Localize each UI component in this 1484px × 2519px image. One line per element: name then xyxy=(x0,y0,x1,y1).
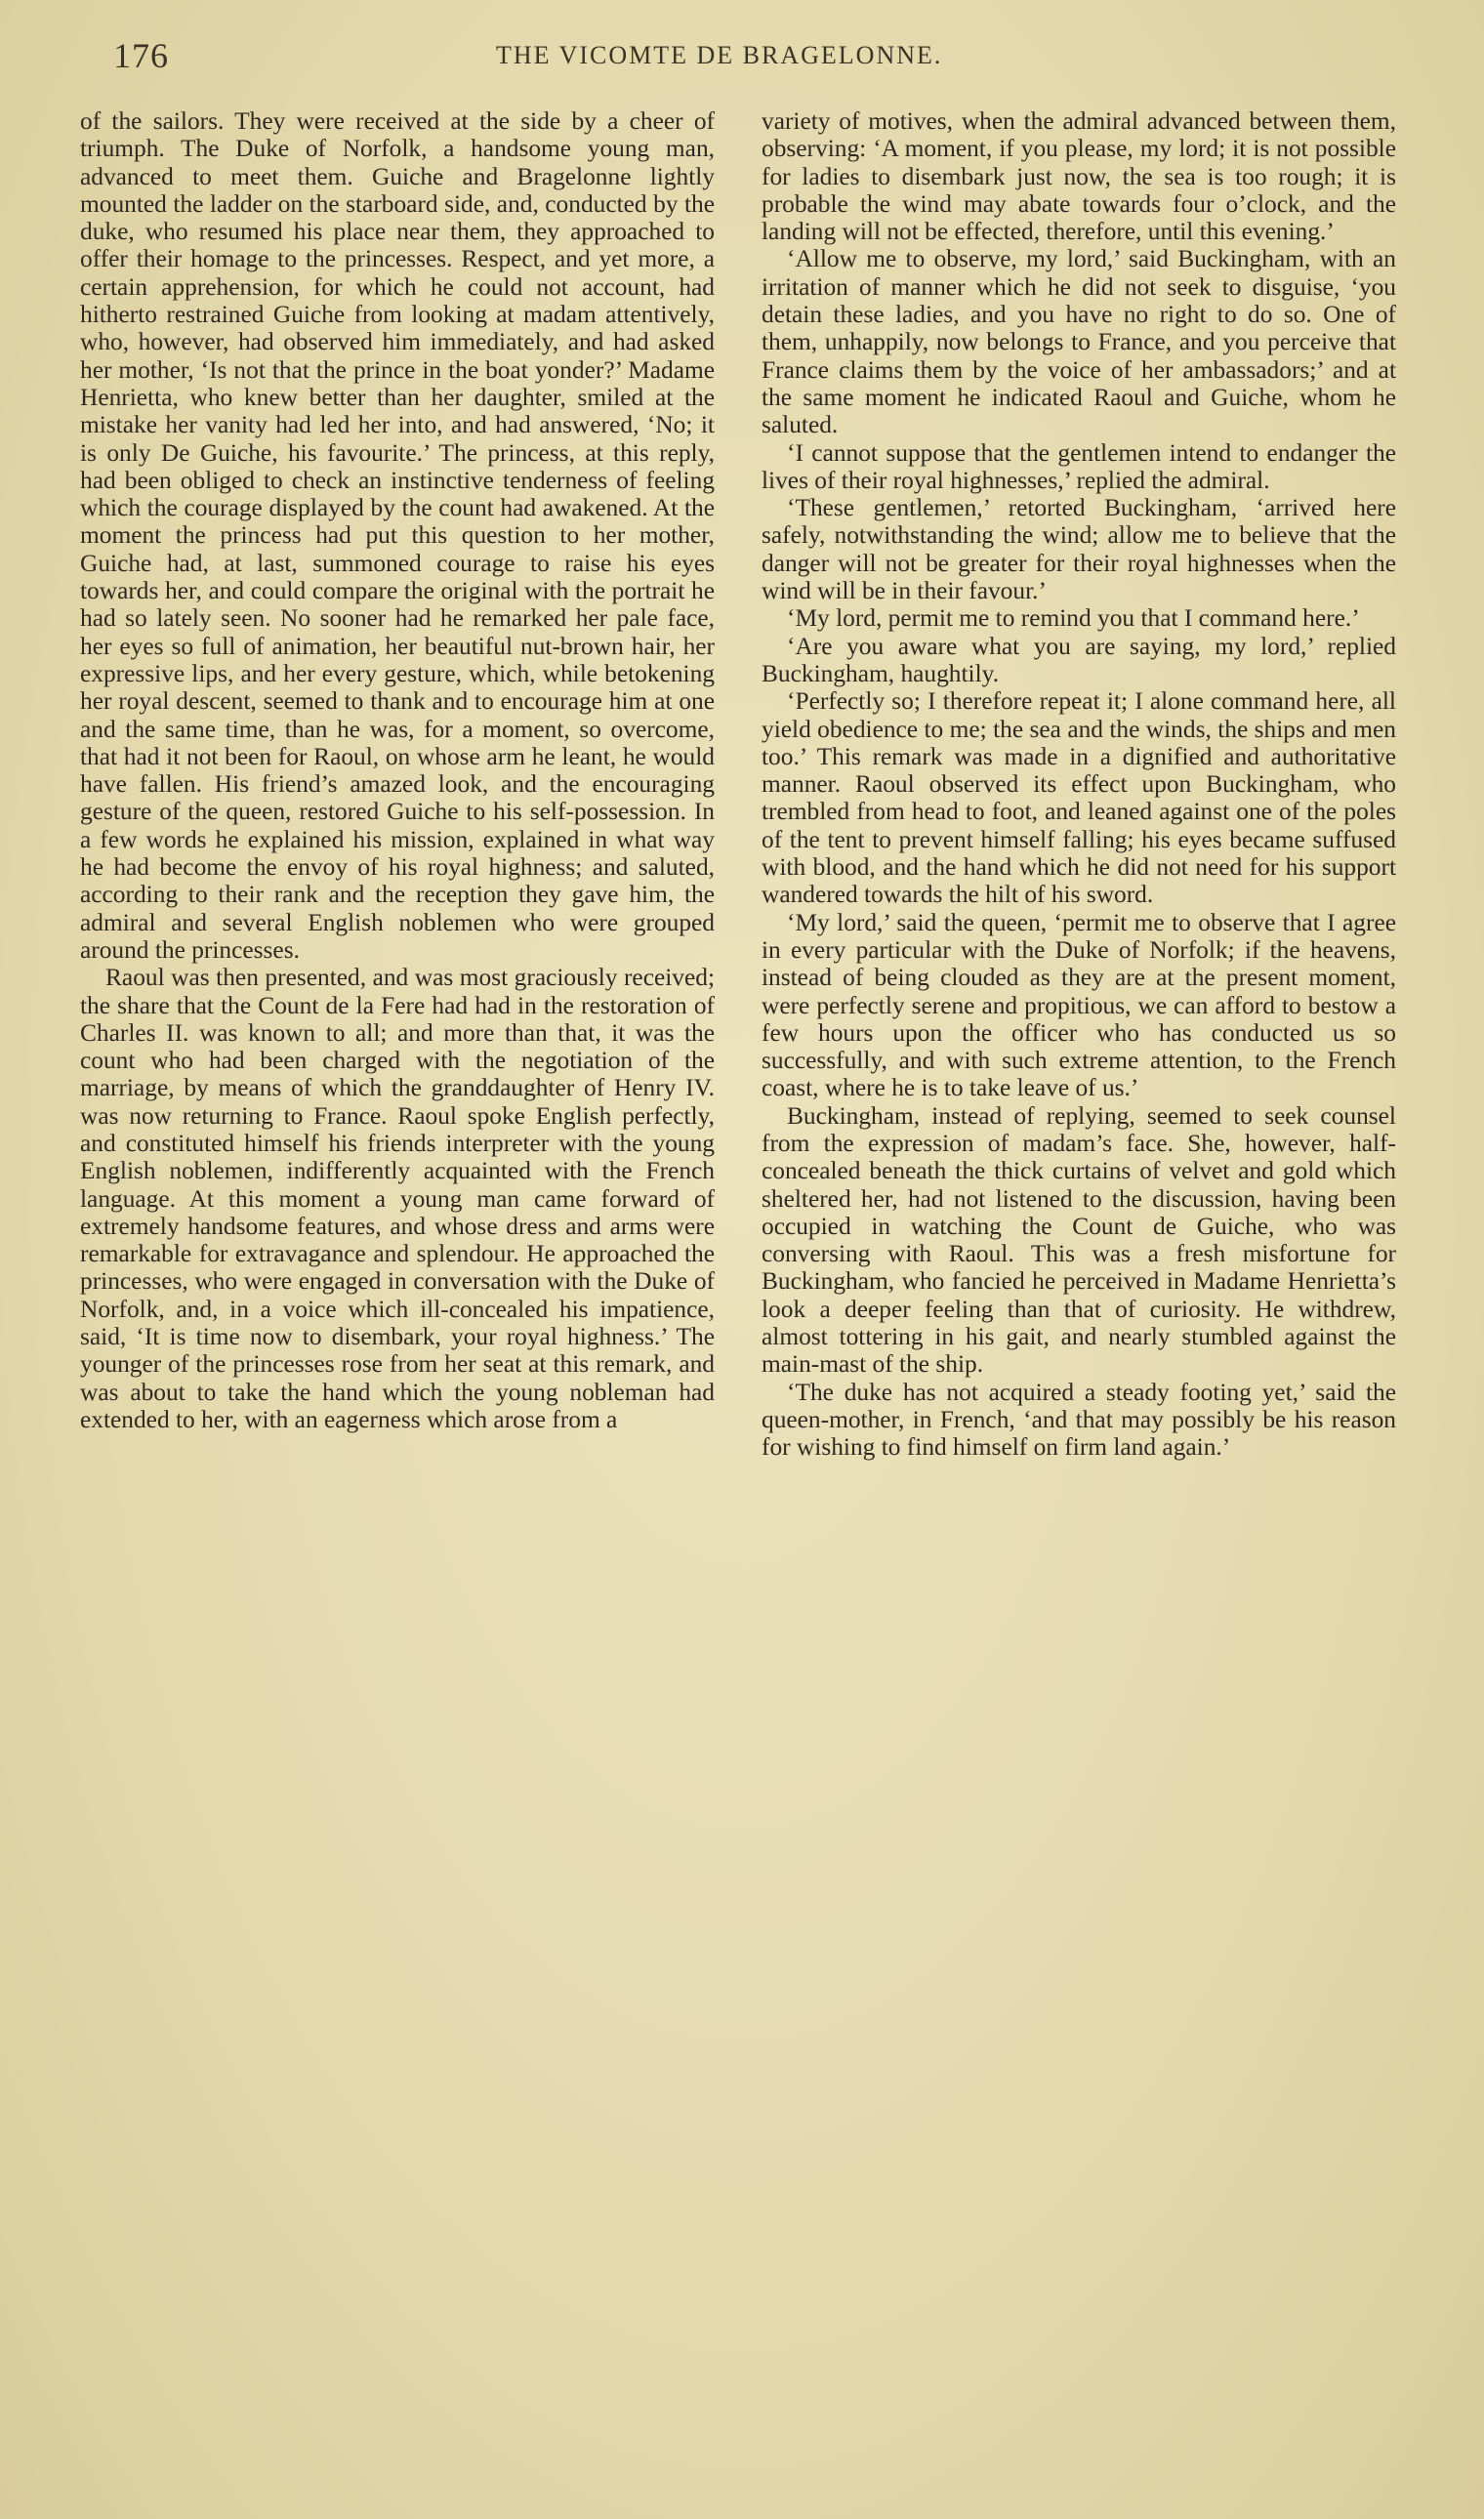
paragraph: ‘My lord, permit me to remind you that I command here.’ xyxy=(787,604,1360,633)
left-column xyxy=(80,107,715,1433)
paragraph: ‘Allow me to observe, my lord,’ said Buckingham, with an irritation of manner which he did not seek to disguise, ‘you detain these ladies, and you have no right to do so. One of them, unhappily, now belongs to France, and you perceive that France claims them by the voice of her ambassadors;’ and at the same moment he indicated Raoul and Guiche, whom he saluted. xyxy=(762,245,1396,439)
paragraph: ‘My lord,’ said the queen, ‘permit me to observe that I agree in every particular with the Duke of Norfolk; if the heavens, instead of being clouded as they are at the present moment, were perfectly serene and propitious, we can afford to bestow a few hours upon the officer who has conducted us so successfully, and with such extreme attention, to the French coast, where he is to take leave of us.’ xyxy=(762,908,1396,1102)
paragraph: ‘The duke has not acquired a steady footing yet,’ said the queen-mother, in French, ‘and that may possibly be his reason for wishing to find himself on firm land again.’ xyxy=(762,1378,1396,1462)
paragraph: ‘Are you aware what you are saying, my lord,’ replied Buckingham, haughtily. xyxy=(762,632,1396,687)
paragraph: variety of motives, when the admiral advanced between them, observing: ‘A moment, if you please, my lord; it is not possible for ladies to disembark just now, the sea is too rough; it is probable the wind may abate towards four o’clock, and the landing will not be effected, therefore, until this evening.’ xyxy=(762,107,1396,246)
right-column xyxy=(762,107,1396,1462)
paragraph: Buckingham, instead of replying, seemed to seek counsel from the expression of madam’s face. She, however, half-concealed beneath the thick curtains of velvet and gold which sheltered her, had not listened to the discussion, having been occupied in watching the Count de Guiche, who was conversing with Raoul. This was a fresh misfortune for Buckingham, who fancied he perceived in Madame Henrietta’s look a deeper feeling than that of curiosity. He withdrew, almost tottering in his gait, and nearly stumbled against the main-mast of the ship. xyxy=(762,1101,1396,1379)
paragraph: ‘Perfectly so; I therefore repeat it; I alone command here, all yield obedience to me; the sea and the winds, the ships and men too.’ This remark was made in a dignified and authoritative manner. Raoul observed its effect upon Buckingham, who trembled from head to foot, and leaned against one of the poles of the tent to prevent himself falling; his eyes became suffused with blood, and the hand which he did not need for his support wandered towards the hilt of his sword. xyxy=(762,687,1396,909)
running-title: THE VICOMTE DE BRAGELONNE. xyxy=(496,41,943,69)
paragraph: of the sailors. They were received at the side by a cheer of triumph. The Duke of Norfolk, a handsome young man, advanced to meet them. Guiche and Bragelonne lightly mounted the ladder on the starboard side, and, conducted by the duke, who resumed his place near them, they approached to offer their homage to the princesses. Respect, and yet more, a certain apprehension, for which he could not account, had hitherto restrained Guiche from looking at madam attentively, who, however, had observed him immediately, and had asked her mother, ‘Is not that the prince in the boat yonder?’ Madame Henrietta, who knew better than her daughter, smiled at the mistake her vanity had led her into, and had answered, ‘No; it is only De Guiche, his favourite.’ The princess, at this reply, had been obliged to check an instinctive tenderness of feeling which the courage displayed by the count had awakened. At the moment the princess had put this question to her mother, Guiche had, at last, summoned courage to raise his eyes towards her, and could compare the original with the portrait he had so lately seen. No sooner had he remarked her pale face, her eyes so full of animation, her beautiful nut-brown hair, her expressive lips, and her every gesture, which, while betokening her royal descent, seemed to thank and to encourage him at one and the same time, than he was, for a moment, so overcome, that had it not been for Raoul, on whose arm he leant, he would have fallen. His friend’s amazed look, and the encouraging gesture of the queen, restored Guiche to his self-possession. In a few words he explained his mission, explained in what way he had become the envoy of his royal highness; and saluted, according to their rank and the reception they gave him, the admiral and several English noblemen who were grouped around the princesses. xyxy=(80,107,715,964)
paragraph: Raoul was then presented, and was most graciously received; the share that the Count de la Fere had had in the restoration of Charles II. was known to all; and more than that, it was the count who had been charged with the negotiation of the marriage, by means of which the granddaughter of Henry IV. was now returning to France. Raoul spoke English perfectly, and constituted himself his friends interpreter with the young English noblemen, indifferently acquainted with the French language. At this moment a young man came forward of extremely handsome features, and whose dress and arms were remarkable for extravagance and splendour. He approached the princesses, who were engaged in conversation with the Duke of Norfolk, and, in a voice which ill-concealed his impatience, said, ‘It is time now to disembark, your royal highness.’ The younger of the princesses rose from her seat at this remark, and was about to take the hand which the young nobleman had extended to her, with an eagerness which arose from a xyxy=(80,964,715,1433)
paragraph: ‘I cannot suppose that the gentlemen intend to endanger the lives of their royal highnesses,’ replied the admiral. xyxy=(762,438,1396,494)
page-number: 176 xyxy=(113,36,169,75)
paragraph: ‘These gentlemen,’ retorted Buckingham, ‘arrived here safely, notwithstanding the wind; allow me to believe that the danger will not be greater for their royal highnesses when the wind will be in their favour.’ xyxy=(762,494,1396,605)
running-header xyxy=(66,31,1433,74)
